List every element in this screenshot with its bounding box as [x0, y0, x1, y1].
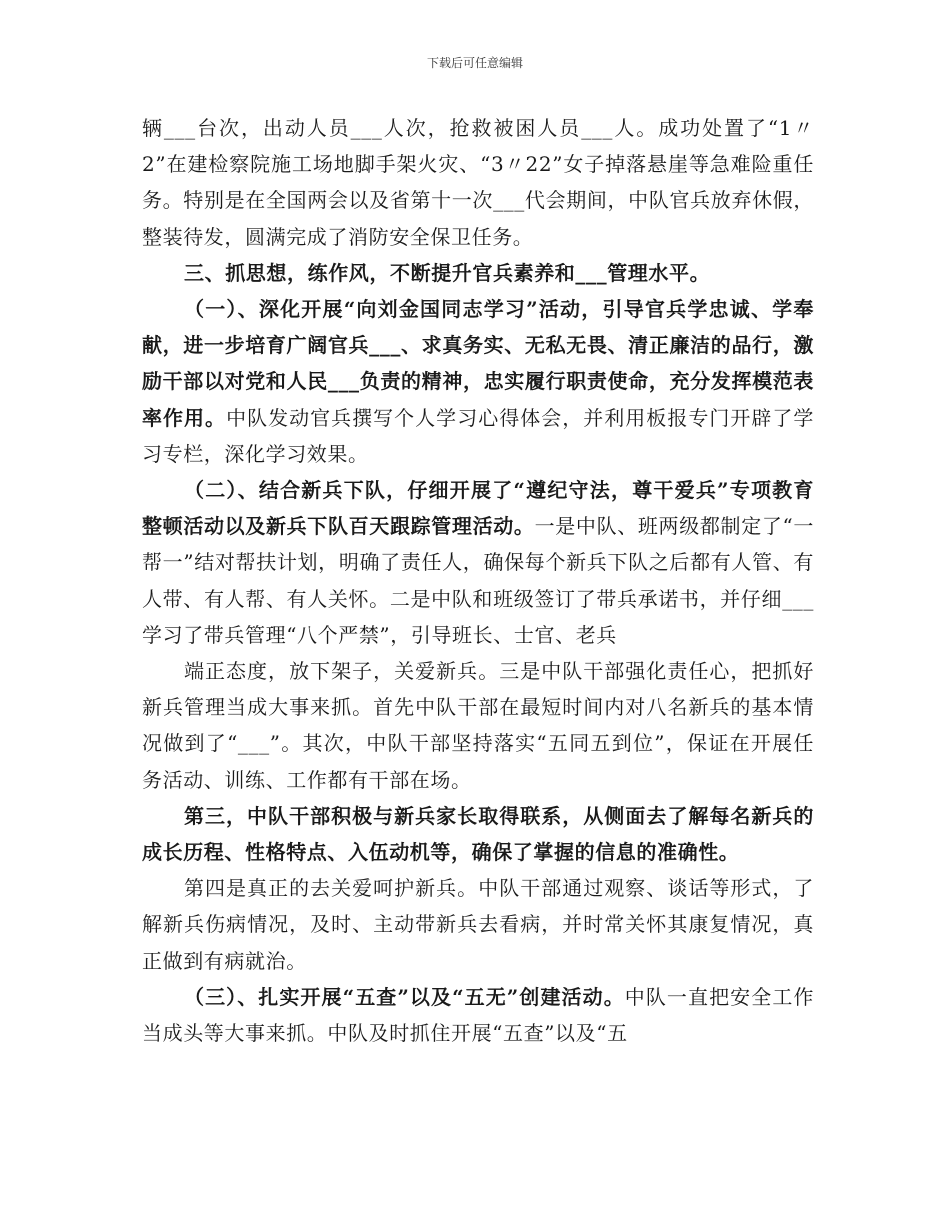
- paragraph-text: 中队发动官兵撰写个人学习心得体会，并利用板报专门开辟了学习专栏，深化学习效果。: [142, 405, 814, 466]
- document-body: [142, 110, 814, 1051]
- paragraph-third-point: [142, 798, 814, 870]
- paragraph-subsection-3: [142, 979, 814, 1051]
- paragraph-fourth-point: [142, 870, 814, 979]
- bold-paragraph-text: 第三，中队干部积极与新兵家长取得联系，从侧面去了解每名新兵的成长历程、性格特点、入伍动机等，确保了掌握的信息的准确性。: [142, 803, 814, 865]
- paragraph-text: 中队一直把安全工作当成头等大事来抓。中队及时抓住开展“五查”以及“五: [142, 984, 814, 1046]
- subsection-lead-text: （一）、深化开展“向刘金国同志学习”活动，引导官兵学忠诚、学奉献，进一步培育广阔官兵___、求真务实、无私无畏、清正廉洁的品行，激励干部以对党和人民___负责的精神，忠实履行职责使命，充分发挥模范表率作用。: [142, 297, 814, 430]
- paragraph-text: 端正态度，放下架子，关爱新兵。三是中队干部强化责任心，把抓好新兵管理当成大事来抓。首先中队干部在最短时间内对八名新兵的基本情况做到了“___”。其次，中队干部坚持落实“五同五到位”，保证在开展任务活动、训练、工作都有干部在场。: [142, 659, 814, 792]
- subsection-lead-text: （二）、结合新兵下队，仔细开展了“遵纪守法，尊干爱兵”专项教育整顿活动以及新兵下队百天跟踪管理活动。: [142, 478, 814, 539]
- subsection-lead-text: （三）、扎实开展“五查”以及“五无”创建活动。: [184, 984, 625, 1009]
- paragraph-subsection-2: [142, 472, 814, 653]
- paragraph-subsection-1: [142, 291, 814, 472]
- paragraph-1: [142, 110, 814, 255]
- page-header: 下载后可任意编辑: [426, 56, 523, 70]
- paragraph-text: 一是中队、班两级都制定了“一帮一”结对帮扶计划，明确了责任人，确保每个新兵下队之后都有人管、有人带、有人帮、有人关怀。二是中队和班级签订了带兵承诺书，并仔细___学习了带兵管理“八个严禁”，引导班长、士官、老兵: [142, 514, 815, 647]
- section-heading-3: [142, 255, 814, 291]
- paragraph-text: 辆___台次，出动人员___人次，抢救被困人员___人。成功处置了“1〃2”在建检察院施工场地脚手架火灾、“3〃22”女子掉落悬崖等急难险重任务。特别是在全国两会以及省第十一次___代会期间，中队官兵放弃休假，整装待发，圆满完成了消防安全保卫任务。: [142, 116, 814, 249]
- paragraph-continuation: [142, 653, 814, 798]
- section-heading-text: 三、抓思想，练作风，不断提升官兵素养和___管理水平。: [184, 260, 711, 285]
- paragraph-text: 第四是真正的去关爱呵护新兵。中队干部通过观察、谈话等形式，了解新兵伤病情况，及时、主动带新兵去看病，并时常关怀其康复情况，真正做到有病就治。: [142, 876, 814, 973]
